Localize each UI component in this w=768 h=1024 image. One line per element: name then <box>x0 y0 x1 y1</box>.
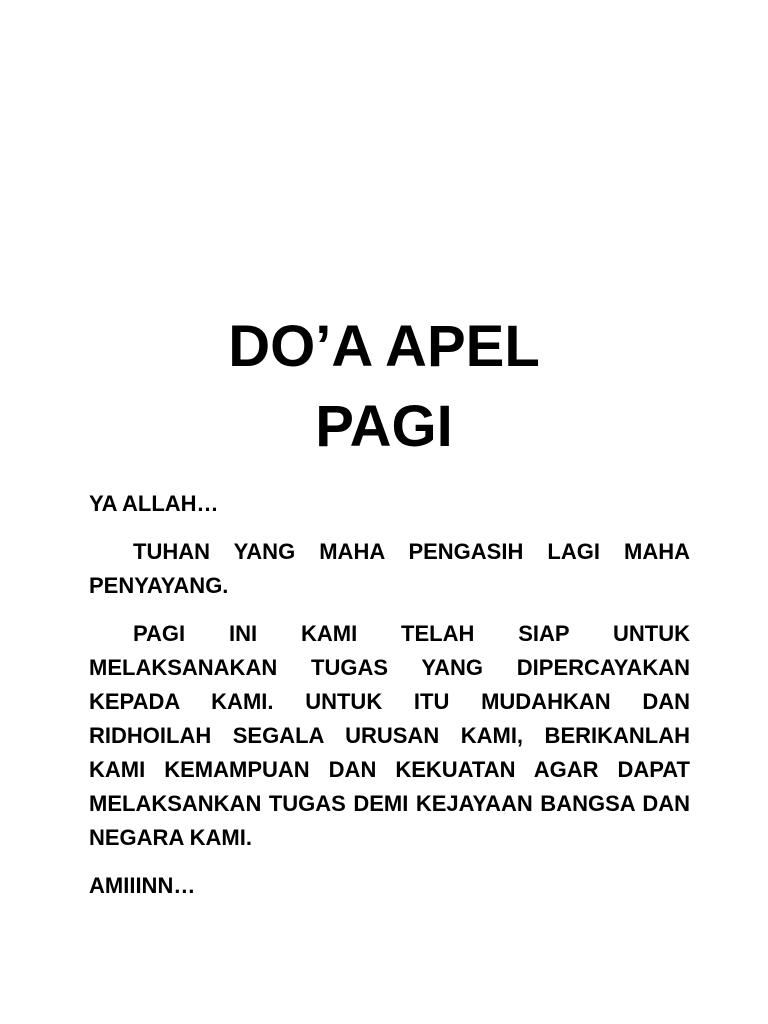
title-line-2: PAGI <box>315 394 453 459</box>
page-title <box>0 307 768 467</box>
paragraph-1: TUHAN YANG MAHA PENGASIH LAGI MAHA PENYAYANG. <box>89 539 690 598</box>
prayer-body <box>89 487 690 903</box>
title-line-1: DO’A APEL <box>228 314 540 379</box>
closing: AMIIINN… <box>89 873 196 898</box>
salutation: YA ALLAH… <box>89 491 219 516</box>
paragraph-2: PAGI INI KAMI TELAH SIAP UNTUK MELAKSANAKAN TUGAS YANG DIPERCAYAKAN KEPADA KAMI. UNTUK ITU MUDAHKAN DAN RIDHOILAH SEGALA URUSAN KAMI, BERIKANLAH KAMI KEMAMPUAN DAN KEKUATAN AGAR DAPAT MELAKSANKAN TUGAS DEMI KEJAYAAN BANGSA DAN NEGARA KAMI. <box>89 621 690 850</box>
